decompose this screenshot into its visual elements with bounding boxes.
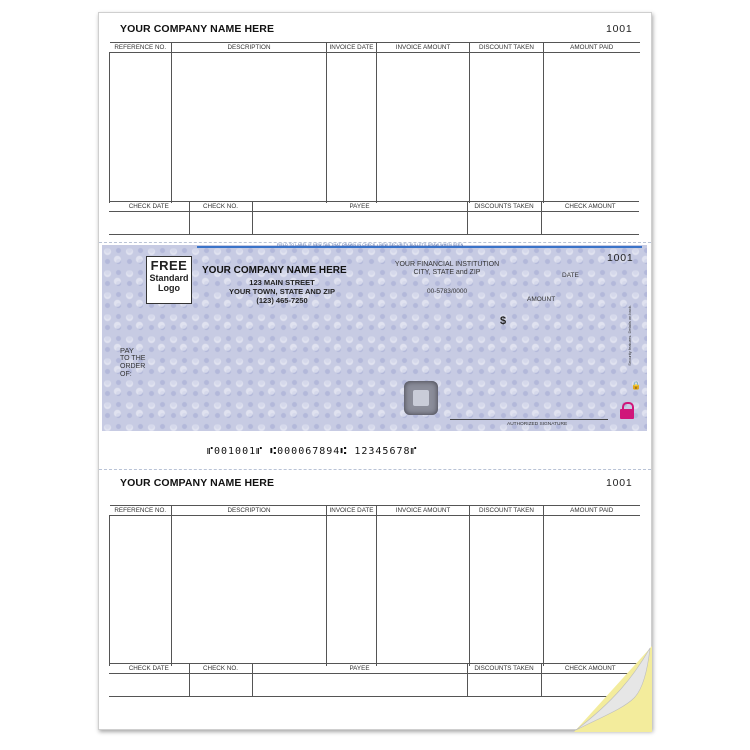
cell [252, 212, 467, 235]
col-invoice-date: INVOICE DATE [327, 506, 377, 516]
cell [467, 212, 541, 235]
col-description: DESCRIPTION [172, 43, 327, 53]
cell [172, 53, 327, 204]
address-line-2: YOUR TOWN, STATE AND ZIP [229, 287, 335, 296]
cell [544, 53, 640, 204]
company-address [202, 278, 362, 305]
micr-line: ⑈001001⑈ ⑆000067894⑆ 12345678⑈ [207, 446, 418, 457]
cell [109, 212, 189, 235]
cell [470, 53, 544, 204]
cell [467, 674, 541, 697]
check-company-name: YOUR COMPANY NAME HERE [202, 265, 347, 276]
table-row [110, 516, 640, 667]
col-invoice-amount: INVOICE AMOUNT [377, 43, 470, 53]
col-check-date: CHECK DATE [109, 202, 189, 212]
col-check-amount: CHECK AMOUNT [541, 202, 639, 212]
bank-name: YOUR FINANCIAL INSTITUTION [394, 261, 500, 268]
address-line-1: 123 MAIN STREET [249, 278, 315, 287]
col-payee: PAYEE [252, 202, 467, 212]
routing-fraction: 00-5783/0000 [427, 288, 468, 295]
cell [541, 212, 639, 235]
col-discounts-taken: DISCOUNTS TAKEN [467, 664, 541, 674]
col-reference-no: REFERENCE NO. [110, 43, 172, 53]
signature-line [450, 419, 608, 420]
top-stub-company-name: YOUR COMPANY NAME HERE [120, 23, 275, 35]
bank-info [372, 261, 522, 277]
cell [377, 516, 470, 667]
col-check-amount: CHECK AMOUNT [541, 664, 639, 674]
col-reference-no: REFERENCE NO. [110, 506, 172, 516]
pay-line-1: PAY [120, 346, 134, 355]
cell [172, 516, 327, 667]
amount-label: AMOUNT [527, 296, 556, 303]
col-discount-taken: DISCOUNT TAKEN [470, 506, 544, 516]
logo-line-2: Standard [149, 273, 189, 283]
col-check-date: CHECK DATE [109, 664, 189, 674]
cell [110, 516, 172, 667]
col-check-no: CHECK NO. [189, 202, 252, 212]
top-stub-table [109, 42, 639, 203]
company-logo [146, 256, 192, 304]
date-label: DATE [562, 272, 579, 279]
col-amount-paid: AMOUNT PAID [544, 506, 640, 516]
cell [544, 516, 640, 667]
col-payee: PAYEE [252, 664, 467, 674]
bank-city: CITY, STATE and ZIP [413, 269, 481, 276]
cell [189, 674, 252, 697]
page-curl-duplicate-copy [574, 646, 652, 732]
microprint-text: FIELD TO LABEL IF NEW TAB THAT DRAWN IN CHECK • NEW SECURITY BULLETS DRAW WHEN SEEN [277, 243, 464, 247]
logo-line-3: Logo [158, 283, 180, 293]
bottom-stub-check-number: 1001 [606, 477, 633, 489]
col-description: DESCRIPTION [172, 506, 327, 516]
cell [470, 516, 544, 667]
top-stub-footer-table [109, 201, 639, 235]
pay-line-4: OF: [120, 371, 132, 378]
bottom-stub-footer-table [109, 663, 639, 697]
col-check-no: CHECK NO. [189, 664, 252, 674]
cell [109, 674, 189, 697]
cell [110, 53, 172, 204]
cell [189, 212, 252, 235]
col-discount-taken: DISCOUNT TAKEN [470, 43, 544, 53]
bottom-stub-company-name: YOUR COMPANY NAME HERE [120, 477, 275, 489]
col-invoice-amount: INVOICE AMOUNT [377, 506, 470, 516]
pay-line-2: TO THE [120, 355, 146, 362]
hologram-icon [404, 381, 438, 415]
security-features-note: Security features. Details on back. [627, 305, 632, 366]
col-discounts-taken: DISCOUNTS TAKEN [467, 202, 541, 212]
logo-line-1: FREE [150, 258, 188, 273]
top-stub-check-number: 1001 [606, 23, 633, 35]
pay-to-order-label [120, 347, 145, 379]
col-amount-paid: AMOUNT PAID [544, 43, 640, 53]
pay-line-3: ORDER [120, 363, 146, 370]
check-number: 1001 [607, 252, 634, 264]
signature-label: AUTHORIZED SIGNATURE [507, 422, 568, 427]
cell [377, 53, 470, 204]
check-body [102, 245, 647, 431]
bottom-stub-table [109, 505, 639, 666]
security-lock-icon: 🔒 [631, 381, 641, 390]
table-row [109, 674, 639, 697]
cell [252, 674, 467, 697]
col-invoice-date: INVOICE DATE [327, 43, 377, 53]
company-phone: (123) 465-7250 [256, 296, 308, 305]
table-row [109, 212, 639, 235]
perforation-line [99, 469, 651, 470]
cell [327, 516, 377, 667]
padlock-icon [620, 402, 634, 418]
check-page [98, 12, 652, 730]
table-row [110, 53, 640, 204]
dollar-sign: $ [500, 315, 507, 327]
cell [327, 53, 377, 204]
